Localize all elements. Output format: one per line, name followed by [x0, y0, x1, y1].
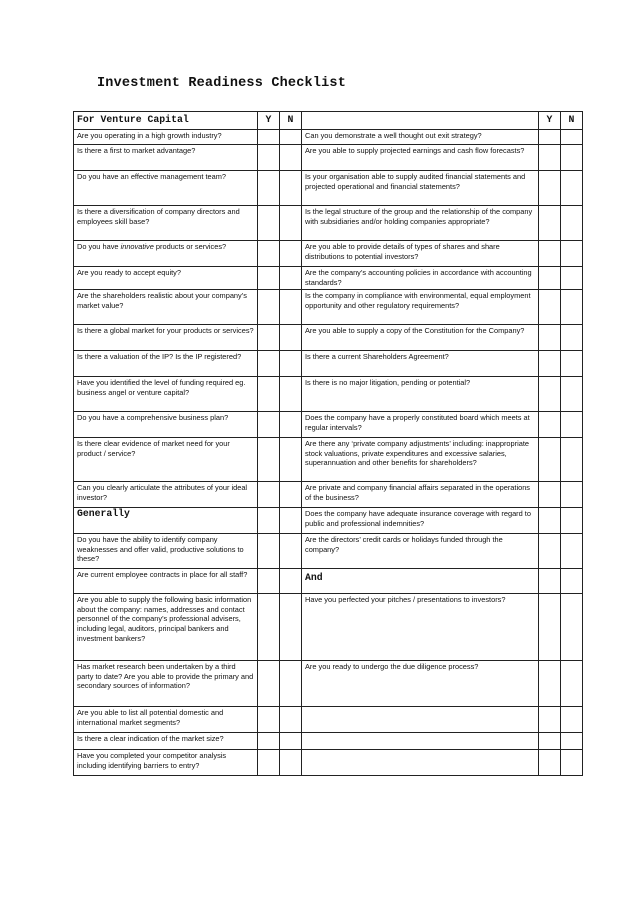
- question-text: Do you have: [77, 242, 121, 251]
- question-right: Can you demonstrate a well thought out exit strategy?: [302, 130, 539, 145]
- no-checkbox-left[interactable]: [280, 750, 302, 776]
- section-title-venture-capital: For Venture Capital: [74, 112, 258, 130]
- no-checkbox-right[interactable]: [561, 241, 583, 267]
- question-left: Have you completed your competitor analysis including identifying barriers to entry?: [74, 750, 258, 776]
- no-checkbox-right[interactable]: [561, 290, 583, 325]
- no-checkbox-right[interactable]: [561, 594, 583, 661]
- no-checkbox-right[interactable]: [561, 707, 583, 733]
- no-checkbox-left[interactable]: [280, 351, 302, 377]
- yes-checkbox-left[interactable]: [258, 171, 280, 206]
- header-row: [74, 112, 583, 130]
- question-left: Are the shareholders realistic about your company’s market value?: [74, 290, 258, 325]
- question-right: [302, 750, 539, 776]
- yes-checkbox-left[interactable]: [258, 482, 280, 508]
- no-checkbox-right[interactable]: [561, 534, 583, 569]
- question-right: Is the legal structure of the group and the relationship of the company with subsidiaries and/or holding companies appropriate?: [302, 206, 539, 241]
- yes-checkbox-right[interactable]: [539, 130, 561, 145]
- question-right: [302, 733, 539, 750]
- yes-checkbox-left[interactable]: [258, 241, 280, 267]
- question-right: Is there is no major litigation, pending or potential?: [302, 377, 539, 412]
- yes-checkbox-left[interactable]: [258, 206, 280, 241]
- question-left: Are you operating in a high growth industry?: [74, 130, 258, 145]
- table-row: [74, 325, 583, 351]
- yes-checkbox-right[interactable]: [539, 206, 561, 241]
- question-left: [74, 241, 258, 267]
- question-left: Has market research been undertaken by a third party to date? Are you able to provide the primary and secondary sources of information?: [74, 661, 258, 707]
- table-row: [74, 482, 583, 508]
- yes-checkbox-right[interactable]: [539, 661, 561, 707]
- no-checkbox-right[interactable]: [561, 661, 583, 707]
- yes-checkbox-right[interactable]: [539, 508, 561, 534]
- no-checkbox-left[interactable]: [280, 241, 302, 267]
- table-row: [74, 171, 583, 206]
- question-right: Are you ready to undergo the due diligence process?: [302, 661, 539, 707]
- yes-checkbox-right[interactable]: [539, 733, 561, 750]
- question-right: Are the directors’ credit cards or holidays funded through the company?: [302, 534, 539, 569]
- table-row: [74, 267, 583, 290]
- table-row: [74, 412, 583, 438]
- question-left: Is there clear evidence of market need for your product / service?: [74, 438, 258, 482]
- yes-checkbox-left[interactable]: [258, 750, 280, 776]
- table-row: [74, 661, 583, 707]
- no-checkbox-right[interactable]: [561, 750, 583, 776]
- yes-checkbox-left[interactable]: [258, 267, 280, 290]
- yes-checkbox-right[interactable]: [539, 377, 561, 412]
- no-checkbox-right[interactable]: [561, 569, 583, 594]
- page-title: Investment Readiness Checklist: [97, 76, 347, 91]
- yes-column-header: Y: [258, 112, 280, 130]
- yes-checkbox-left[interactable]: [258, 508, 280, 534]
- no-checkbox-right[interactable]: [561, 351, 583, 377]
- question-right: Is there a current Shareholders Agreement?: [302, 351, 539, 377]
- no-checkbox-right[interactable]: [561, 171, 583, 206]
- question-left: Have you identified the level of funding required eg. business angel or venture capital?: [74, 377, 258, 412]
- no-checkbox-left[interactable]: [280, 290, 302, 325]
- question-left: Is there a global market for your products or services?: [74, 325, 258, 351]
- no-checkbox-left[interactable]: [280, 325, 302, 351]
- section-heading-generally: Generally: [74, 508, 258, 534]
- no-checkbox-right[interactable]: [561, 412, 583, 438]
- table-row: [74, 377, 583, 412]
- no-checkbox-left[interactable]: [280, 707, 302, 733]
- emphasis-text: innovative: [120, 242, 154, 251]
- yes-checkbox-left[interactable]: [258, 377, 280, 412]
- yes-checkbox-right[interactable]: [539, 145, 561, 171]
- no-checkbox-right[interactable]: [561, 377, 583, 412]
- yes-checkbox-left[interactable]: [258, 569, 280, 594]
- question-left: Is there a valuation of the IP? Is the IP registered?: [74, 351, 258, 377]
- table-row: [74, 750, 583, 776]
- no-checkbox-left[interactable]: [280, 377, 302, 412]
- no-checkbox-left[interactable]: [280, 733, 302, 750]
- question-right: Is the company in compliance with environmental, equal employment opportunity and other regulatory requirements?: [302, 290, 539, 325]
- no-checkbox-right[interactable]: [561, 130, 583, 145]
- no-checkbox-left[interactable]: [280, 569, 302, 594]
- no-checkbox-right[interactable]: [561, 482, 583, 508]
- no-checkbox-left[interactable]: [280, 412, 302, 438]
- table-row: [74, 241, 583, 267]
- question-right: Are you able to provide details of types of shares and share distributions to potential investors?: [302, 241, 539, 267]
- yes-checkbox-left[interactable]: [258, 661, 280, 707]
- yes-checkbox-left[interactable]: [258, 290, 280, 325]
- no-checkbox-left[interactable]: [280, 508, 302, 534]
- question-right: Does the company have adequate insurance coverage with regard to public and professional indemnities?: [302, 508, 539, 534]
- yes-checkbox-right[interactable]: [539, 267, 561, 290]
- question-left: Is there a clear indication of the market size?: [74, 733, 258, 750]
- no-checkbox-right[interactable]: [561, 438, 583, 482]
- yes-checkbox-right[interactable]: [539, 569, 561, 594]
- yes-column-header-right: Y: [539, 112, 561, 130]
- yes-checkbox-left[interactable]: [258, 594, 280, 661]
- yes-checkbox-left[interactable]: [258, 733, 280, 750]
- no-checkbox-left[interactable]: [280, 661, 302, 707]
- question-left: Are you ready to accept equity?: [74, 267, 258, 290]
- question-left: Do you have an effective management team?: [74, 171, 258, 206]
- no-checkbox-left[interactable]: [280, 171, 302, 206]
- table-row: [74, 534, 583, 569]
- no-checkbox-left[interactable]: [280, 482, 302, 508]
- no-checkbox-right[interactable]: [561, 206, 583, 241]
- question-left: Do you have a comprehensive business plan?: [74, 412, 258, 438]
- question-right: Are there any ‘private company adjustments’ including: inappropriate stock valuations, private expenditures and excessive salaries, superannuation and other benefits for shareholders?: [302, 438, 539, 482]
- question-right: Have you perfected your pitches / presentations to investors?: [302, 594, 539, 661]
- yes-checkbox-left[interactable]: [258, 325, 280, 351]
- header-blank-cell: [302, 112, 539, 130]
- question-right: Are the company’s accounting policies in accordance with accounting standards?: [302, 267, 539, 290]
- yes-checkbox-right[interactable]: [539, 482, 561, 508]
- question-right: Is your organisation able to supply audited financial statements and projected operational and financial statements?: [302, 171, 539, 206]
- no-checkbox-left[interactable]: [280, 130, 302, 145]
- table-row: [74, 351, 583, 377]
- yes-checkbox-left[interactable]: [258, 351, 280, 377]
- yes-checkbox-right[interactable]: [539, 290, 561, 325]
- no-checkbox-right[interactable]: [561, 508, 583, 534]
- yes-checkbox-right[interactable]: [539, 594, 561, 661]
- yes-checkbox-right[interactable]: [539, 325, 561, 351]
- no-checkbox-left[interactable]: [280, 534, 302, 569]
- yes-checkbox-right[interactable]: [539, 534, 561, 569]
- no-column-header: N: [280, 112, 302, 130]
- table-row: [74, 594, 583, 661]
- table-row: [74, 733, 583, 750]
- no-checkbox-right[interactable]: [561, 145, 583, 171]
- no-checkbox-left[interactable]: [280, 438, 302, 482]
- no-checkbox-right[interactable]: [561, 325, 583, 351]
- yes-checkbox-left[interactable]: [258, 707, 280, 733]
- question-left: Are current employee contracts in place for all staff?: [74, 569, 258, 594]
- question-right: [302, 707, 539, 733]
- question-left: Do you have the ability to identify company weaknesses and offer valid, productive solutions to these?: [74, 534, 258, 569]
- table-row: [74, 569, 583, 594]
- table-row: [74, 707, 583, 733]
- table-row: [74, 206, 583, 241]
- question-text: products or services?: [153, 242, 227, 251]
- yes-checkbox-right[interactable]: [539, 351, 561, 377]
- no-column-header-right: N: [561, 112, 583, 130]
- yes-checkbox-right[interactable]: [539, 412, 561, 438]
- table-row: [74, 145, 583, 171]
- question-right: Are private and company financial affairs separated in the operations of the business?: [302, 482, 539, 508]
- yes-checkbox-left[interactable]: [258, 145, 280, 171]
- no-checkbox-right[interactable]: [561, 267, 583, 290]
- question-left: Is there a diversification of company directors and employees skill base?: [74, 206, 258, 241]
- no-checkbox-left[interactable]: [280, 267, 302, 290]
- yes-checkbox-right[interactable]: [539, 750, 561, 776]
- yes-checkbox-left[interactable]: [258, 438, 280, 482]
- question-right: Are you able to supply projected earnings and cash flow forecasts?: [302, 145, 539, 171]
- no-checkbox-left[interactable]: [280, 206, 302, 241]
- question-right: Does the company have a properly constituted board which meets at regular intervals?: [302, 412, 539, 438]
- question-left: Are you able to list all potential domestic and international market segments?: [74, 707, 258, 733]
- yes-checkbox-right[interactable]: [539, 171, 561, 206]
- question-left: Can you clearly articulate the attributes of your ideal investor?: [74, 482, 258, 508]
- table-row: [74, 130, 583, 145]
- table-row: [74, 290, 583, 325]
- no-checkbox-left[interactable]: [280, 594, 302, 661]
- yes-checkbox-left[interactable]: [258, 412, 280, 438]
- no-checkbox-left[interactable]: [280, 145, 302, 171]
- yes-checkbox-left[interactable]: [258, 130, 280, 145]
- question-left: Is there a first to market advantage?: [74, 145, 258, 171]
- checklist-table: [73, 111, 583, 776]
- yes-checkbox-right[interactable]: [539, 438, 561, 482]
- section-heading-and: And: [302, 569, 539, 594]
- no-checkbox-right[interactable]: [561, 733, 583, 750]
- yes-checkbox-left[interactable]: [258, 534, 280, 569]
- yes-checkbox-right[interactable]: [539, 241, 561, 267]
- question-right: Are you able to supply a copy of the Constitution for the Company?: [302, 325, 539, 351]
- yes-checkbox-right[interactable]: [539, 707, 561, 733]
- table-row: [74, 508, 583, 534]
- question-left: Are you able to supply the following basic information about the company: names, addresses and contact personnel of the company’s professional advisers, including legal, auditors, principal bankers and investment bankers?: [74, 594, 258, 661]
- table-row: [74, 438, 583, 482]
